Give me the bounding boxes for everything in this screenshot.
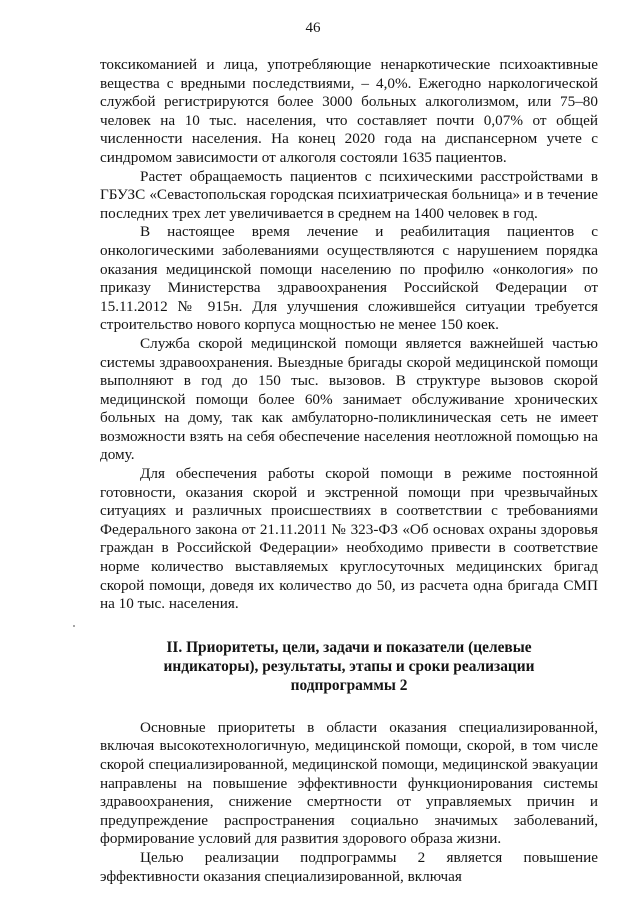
paragraph: В настоящее время лечение и реабилитация пациентов с онкологическими заболеваниями осуществляются с нарушением порядка оказания медицинской помощи населению по профилю «онкология» по приказу Министерства здравоохранения Российской Федерации от 15.11.2012 № 915н. Для улучшения сложившейся ситуации требуется строительство нового корпуса мощностью не менее 150 коек. [100, 223, 598, 334]
paragraph: Основные приоритеты в области оказания специализированной, включая высокотехнологичную, медицинской помощи, скорой, в том числе скорой специализированной, медицинской помощи, медицинской эвакуации направлены на повышение эффективности функционирования системы здравоохранения, снижение смертности от управляемых причин и предупреждение распространения социально значимых заболеваний, формирование условий для развития здорового образа жизни. [100, 718, 598, 848]
scan-speck [73, 625, 75, 627]
section-heading: II. Приоритеты, цели, задачи и показатели (целевые индикаторы), результаты, этапы и сроки реализации подпрограммы 2 [163, 638, 535, 694]
page-number: 46 [305, 20, 321, 36]
paragraph: Для обеспечения работы скорой помощи в режиме постоянной готовности, оказания скорой и экстренной помощи при чрезвычайных ситуациях и различных происшествиях в соответствии с требованиями Федерального закона от 21.11.2011 № 323-ФЗ «Об основах охраны здоровья граждан в Российской Федерации» необходимо привести в соответствие норме количество выставляемых круглосуточных медицинских бригад скорой помощи, доведя их количество до 50, из расчета одна бригада СМП на 10 тыс. населения. [100, 465, 598, 613]
paragraph: Служба скорой медицинской помощи является важнейшей частью системы здравоохранения. Выездные бригады скорой медицинской помощи выполняют в год до 150 тыс. вызовов. В структуре вызовов скорой медицинской помощи более 60% занимает обслуживание хронических больных на дому, так как амбулаторно-поликлиническая сеть не имеет возможности взять на себя обеспечение населения неотложной помощью на дому. [100, 334, 598, 464]
paragraph: Растет обращаемость пациентов с психическими расстройствами в ГБУЗС «Севастопольская городская психиатрическая больница» и в течение последних трех лет увеличивается в среднем на 1400 человек в год. [100, 167, 598, 222]
paragraph: Целью реализации подпрограммы 2 является повышение эффективности оказания специализированной, включая [100, 848, 598, 885]
document-body [100, 56, 598, 886]
paragraph: токсикоманией и лица, употребляющие ненаркотические психоактивные вещества с вредными последствиями, – 4,0%. Ежегодно наркологической службой регистрируются более 3000 больных алкоголизмом, или 75–80 человек на 10 тыс. населения, что составляет почти 0,07% от общей численности населения. На конец 2020 года на диспансерном учете с синдромом зависимости от алкоголя состояли 1635 пациентов. [100, 56, 598, 166]
